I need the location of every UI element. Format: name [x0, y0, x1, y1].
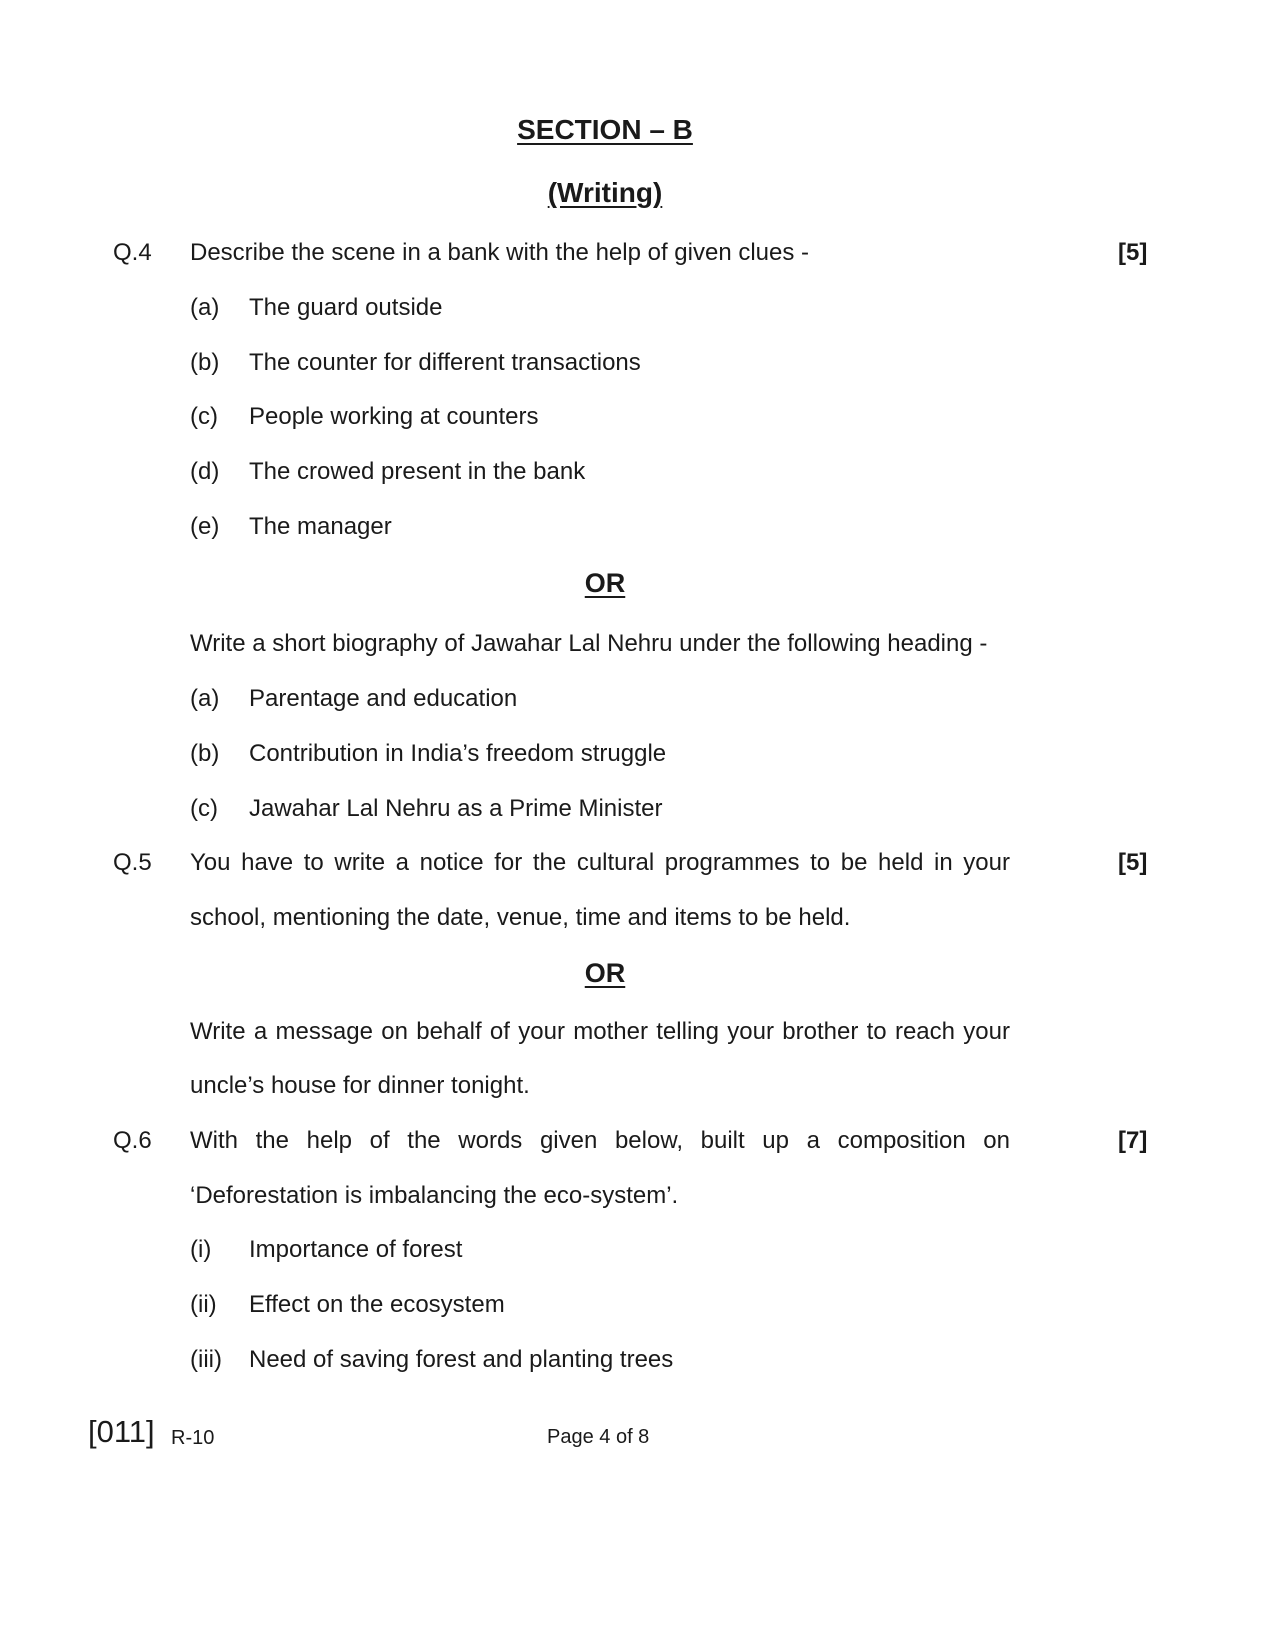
clue-text: The counter for different transactions [249, 349, 641, 376]
heading-label: (b) [190, 740, 220, 767]
point-label: (iii) [190, 1346, 222, 1373]
section-title: SECTION – B [517, 114, 693, 145]
paper-code: [011] [88, 1414, 155, 1449]
marks-q6: [7] [1118, 1127, 1148, 1154]
point-text: Effect on the ecosystem [249, 1291, 505, 1318]
page-number: Page 4 of 8 [547, 1426, 650, 1448]
heading-text: Parentage and education [249, 685, 518, 712]
heading-text: Jawahar Lal Nehru as a Prime Minister [249, 795, 663, 822]
question-text-q5-line2: school, mentioning the date, venue, time and items to be held. [190, 904, 851, 931]
heading-text: Contribution in India’s freedom struggle [249, 740, 667, 767]
clue-text: The guard outside [249, 294, 443, 321]
clue-text: The manager [249, 513, 392, 540]
question-text-q4: Describe the scene in a bank with the help of given clues - [190, 239, 810, 266]
series-code: R-10 [171, 1427, 215, 1449]
marks-q5: [5] [1118, 849, 1148, 876]
clue-text: People working at counters [249, 403, 539, 430]
alternative-text-q4: Write a short biography of Jawahar Lal Nehru under the following heading - [190, 630, 988, 657]
clue-label: (a) [190, 294, 220, 321]
alternative-text-q5-line1: Write a message on behalf of your mother telling your brother to reach your [190, 1018, 1010, 1045]
clue-label: (e) [190, 513, 220, 540]
marks-q4: [5] [1118, 239, 1148, 266]
point-text: Importance of forest [249, 1236, 463, 1263]
heading-label: (a) [190, 685, 220, 712]
question-number-q5: Q.5 [113, 849, 152, 876]
or-divider-q4: OR [584, 568, 626, 598]
alternative-text-q5-line2: uncle’s house for dinner tonight. [190, 1072, 530, 1099]
point-text: Need of saving forest and planting trees [249, 1346, 674, 1373]
section-subtitle: (Writing) [547, 177, 663, 208]
question-number-q6: Q.6 [113, 1127, 152, 1154]
point-label: (ii) [190, 1291, 217, 1318]
clue-label: (b) [190, 349, 220, 376]
or-divider-q5: OR [584, 958, 626, 988]
question-number-q4: Q.4 [113, 239, 152, 266]
clue-label: (d) [190, 458, 220, 485]
clue-label: (c) [190, 403, 218, 430]
heading-label: (c) [190, 795, 218, 822]
question-text-q6-line1: With the help of the words given below, built up a composition on [190, 1127, 1010, 1154]
clue-text: The crowed present in the bank [249, 458, 586, 485]
question-text-q6-line2: ‘Deforestation is imbalancing the eco-system’. [190, 1182, 679, 1209]
point-label: (i) [190, 1236, 212, 1263]
question-text-q5-line1: You have to write a notice for the cultural programmes to be held in your [190, 849, 1010, 876]
